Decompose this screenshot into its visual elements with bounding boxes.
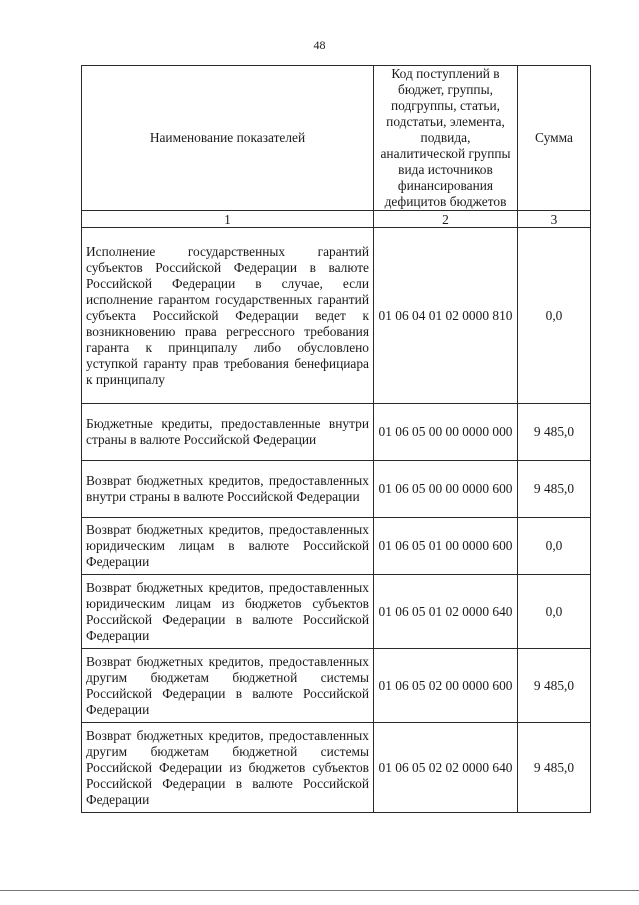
- page-number: 48: [313, 38, 326, 52]
- row-sum: 0,0: [518, 575, 591, 649]
- header-name: Наименование показателей: [82, 66, 374, 211]
- row-sum: 0,0: [518, 228, 591, 404]
- budget-sources-table: [81, 65, 591, 813]
- page-bottom-edge: [0, 890, 639, 891]
- table-row: [82, 228, 591, 404]
- row-name: Возврат бюджетных кредитов, предоставленных юридическим лицам из бюджетов субъектов Российской Федерации в валюте Российской Федерации: [82, 575, 374, 649]
- row-code: 01 06 05 00 00 0000 000: [374, 404, 518, 461]
- row-name: Бюджетные кредиты, предоставленные внутри страны в валюте Российской Федерации: [82, 404, 374, 461]
- row-code: 01 06 04 01 02 0000 810: [374, 228, 518, 404]
- table-row: [82, 649, 591, 723]
- row-name: Возврат бюджетных кредитов, предоставленных другим бюджетам бюджетной системы Российской Федерации из бюджетов субъектов Российской Федерации в валюте Российской Федерации: [82, 723, 374, 813]
- row-name: Возврат бюджетных кредитов, предоставленных юридическим лицам в валюте Российской Федерации: [82, 518, 374, 575]
- row-sum: 9 485,0: [518, 404, 591, 461]
- row-sum: 9 485,0: [518, 723, 591, 813]
- row-name: Возврат бюджетных кредитов, предоставленных внутри страны в валюте Российской Федерации: [82, 461, 374, 518]
- table-row: [82, 723, 591, 813]
- header-code: Код поступлений в бюджет, группы, подгруппы, статьи, подстатьи, элемента, подвида, аналитической группы вида источников финансирования дефицитов бюджетов: [374, 66, 518, 211]
- row-name: Возврат бюджетных кредитов, предоставленных другим бюджетам бюджетной системы Российской Федерации в валюте Российской Федерации: [82, 649, 374, 723]
- header-sum: Сумма: [518, 66, 591, 211]
- row-sum: 9 485,0: [518, 461, 591, 518]
- column-number: 3: [518, 211, 591, 228]
- row-code: 01 06 05 00 00 0000 600: [374, 461, 518, 518]
- row-sum: 0,0: [518, 518, 591, 575]
- table-row: [82, 575, 591, 649]
- column-number: 1: [82, 211, 374, 228]
- table-header-row: [82, 66, 591, 211]
- table-row: [82, 461, 591, 518]
- row-name: Исполнение государственных гарантий субъектов Российской Федерации в валюте Российской Федерации в случае, если исполнение гарантом государственных гарантий субъекта Российской Федерации ведет к возникновению права регрессного требования гаранта к принципалу либо обусловлено уступкой гаранту прав требования бенефициара к принципалу: [82, 228, 374, 404]
- row-code: 01 06 05 02 02 0000 640: [374, 723, 518, 813]
- row-code: 01 06 05 02 00 0000 600: [374, 649, 518, 723]
- row-code: 01 06 05 01 00 0000 600: [374, 518, 518, 575]
- table-row: [82, 518, 591, 575]
- table-row: [82, 404, 591, 461]
- row-sum: 9 485,0: [518, 649, 591, 723]
- column-numbers-row: [82, 211, 591, 228]
- column-number: 2: [374, 211, 518, 228]
- row-code: 01 06 05 01 02 0000 640: [374, 575, 518, 649]
